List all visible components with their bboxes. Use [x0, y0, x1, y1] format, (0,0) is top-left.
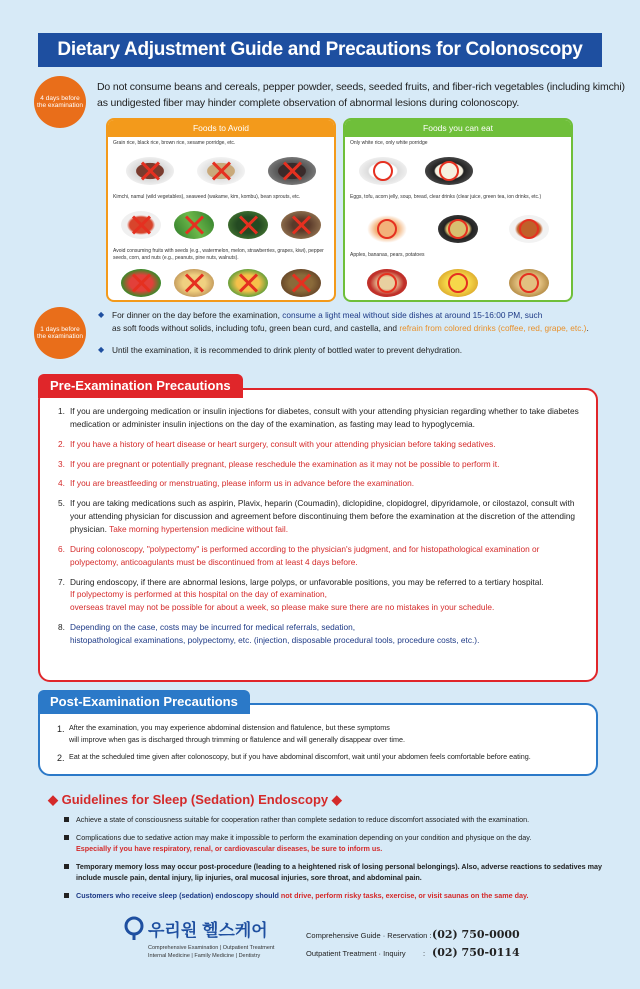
corn-image	[228, 269, 268, 297]
apples-image	[367, 269, 407, 297]
x-icon	[210, 160, 232, 182]
list-item: 1. If you are undergoing medication or insulin injections for diabetes, consult with your attending physician regarding whether to take diabetes medication or administer insulin injections on the day of the examination, as fasting may lead to hypoglycemia.	[58, 406, 579, 429]
avoid-grains-row	[108, 151, 334, 191]
list-item: 1. After the examination, you may experience abdominal distension and flatulence, but these symptoms will improve when gas is discharged through trimming or flatulence and will generally disappear over time.	[57, 723, 405, 744]
o-icon	[448, 273, 468, 293]
list-item: Achieve a state of consciousness suitable for cooperation rather than complete sedation to reduce discomfort associated with the examination.	[64, 814, 604, 826]
eat-rice-row	[345, 151, 571, 191]
list-item: Temporary memory loss may occur post-procedure (leading to a heightened risk of losing personal belongings). Also, adverse reactions to sedatives may include muscle pain, dental injury, lip injuries, oral mucosal injuries, sore throat, and abdominal pain.	[64, 861, 604, 884]
eat-caption-rice: Only white rice, only white porridge	[350, 140, 428, 146]
namul-image	[174, 211, 214, 239]
list-item: Customers who receive sleep (sedation) endoscopy should not drive, perform risky tasks, exercise, or visit saunas on the same day.	[64, 890, 604, 902]
list-item: 2. Eat at the scheduled time given after colonoscopy, but if you have abdominal discomfort, wait until your abdomen feels comfortable before eating.	[57, 751, 531, 763]
list-item: 8. Depending on the case, costs may be incurred for medical referrals, sedation, histopathological examinations, polypectomy, etc. (injection, disposable procedural tools, procedure costs, etc.).	[58, 622, 480, 646]
x-icon	[281, 160, 303, 182]
list-item: 5. If you are taking medications such as aspirin, Plavix, heparin (Coumadin), diclopidine, clopidogrel, dipyridamole, or cilostazol, consult with your attending physician for discussion and agreement before discontinuing them before the examination at the discretion of the attending physician. Take morning hypertension medicine without fail.	[58, 498, 576, 535]
sleep-endoscopy-title: ◆ Guidelines for Sleep (Sedation) Endoscopy ◆	[48, 792, 342, 807]
tofu-image	[438, 215, 478, 243]
kimchi-image	[121, 211, 161, 239]
melon-image	[174, 269, 214, 297]
pre-examination-title: Pre-Examination Precautions	[38, 374, 243, 398]
hospital-logo	[124, 916, 324, 964]
x-icon	[237, 272, 259, 294]
x-icon	[290, 214, 312, 236]
brown-rice-image	[197, 157, 245, 185]
post-examination-list	[57, 722, 592, 771]
o-icon	[448, 219, 468, 239]
grain-rice-image	[126, 157, 174, 185]
eat-caption-soft: Eggs, tofu, acorn jelly, soup, bread, clear drinks (clear juice, green tea, ion drinks, etc.)	[350, 194, 542, 200]
post-examination-title: Post-Examination Precautions	[38, 690, 250, 714]
four-days-text: Do not consume beans and cereals, pepper powder, seeds, seeded fruits, and fiber-rich vegetables (including kimchi) as undigested fiber may hinder complete observation of abnormal lesions during colonoscopy.	[97, 81, 625, 109]
white-porridge-image	[425, 157, 473, 185]
o-icon	[519, 219, 539, 239]
avoid-caption-grains: Grain rice, black rice, brown rice, sesame porridge, etc.	[113, 140, 236, 146]
foods-you-can-eat-panel	[343, 118, 573, 302]
tea-image	[509, 215, 549, 243]
reservation-contact: Comprehensive Guide · Reservation : (02) 750-0000	[306, 928, 520, 941]
avoid-caption-fruits: Avoid consuming fruits with seeds (e.g., watermelon, melon, strawberries, grapes, kiwi), pepper seeds, corn, and nuts (e.g., peanuts, pine nuts, walnuts).	[113, 248, 324, 261]
x-icon	[130, 214, 152, 236]
list-item: 4. If you are breastfeeding or menstruating, please inform us in advance before the examination.	[58, 478, 415, 489]
nuts-image	[281, 269, 321, 297]
dinner-text-d: refrain from colored drinks (coffee, red, grape, etc.)	[399, 322, 587, 333]
logo-icon	[124, 916, 144, 940]
x-icon	[183, 272, 205, 294]
dinner-text-a: For dinner on the day before the examination,	[112, 310, 283, 320]
avoid-caption-vegetables: Kimchi, namul (wild vegetables), seaweed (wakame, kim, kombu), bean sprouts, etc.	[113, 194, 301, 200]
o-icon	[373, 161, 393, 181]
o-icon	[377, 219, 397, 239]
list-item: Complications due to sedative action may make it impossible to perform the examination depending on your condition and physique on the day. Especially if you have respiratory, renal, or cardiovascular diseases, be sure to inform us.	[64, 832, 604, 855]
x-icon	[183, 214, 205, 236]
x-icon	[130, 272, 152, 294]
x-icon	[237, 214, 259, 236]
o-icon	[439, 161, 459, 181]
list-item: 7. During endoscopy, if there are abnormal lesions, large polyps, or unfavorable positions, you may be referred to a tertiary hospital. If polypectomy is performed at this hospital on the day of examination, overseas travel may not be possible for about a week, so please make sure there are no mistakes in your schedule.	[58, 576, 544, 613]
eat-soft-row	[345, 209, 571, 249]
pre-examination-list	[58, 405, 588, 654]
watermelon-image	[121, 269, 161, 297]
foods-to-avoid-panel	[106, 118, 336, 302]
avoid-vegetables-row	[108, 205, 334, 245]
sleep-endoscopy-list	[64, 814, 604, 907]
avoid-fruits-row	[108, 263, 334, 302]
seaweed-image	[228, 211, 268, 239]
foods-you-can-eat-header: Foods you can eat	[345, 120, 571, 137]
dinner-bullet	[98, 309, 628, 335]
potatoes-image	[509, 269, 549, 297]
page-title: Dietary Adjustment Guide and Precautions for Colonoscopy	[38, 33, 602, 67]
dinner-text-c: as soft foods without solids, including tofu, green bean curd, and castella, and	[112, 322, 400, 333]
black-rice-image	[268, 157, 316, 185]
foods-to-avoid-header: Foods to Avoid	[108, 120, 334, 137]
x-icon	[290, 272, 312, 294]
list-item: 6. During colonoscopy, "polypectomy" is performed according to the physician's judgment, and for histopathological examination or polypectomy, anticoagulants must be discontinued from at least 4 days before.	[58, 543, 540, 567]
one-day-badge: 1 days before the examination	[34, 307, 86, 359]
o-icon	[519, 273, 539, 293]
dinner-text-e: .	[586, 322, 589, 333]
dinner-text-b: consume a light meal without side dishes at around 15-16:00 PM, such	[282, 310, 543, 320]
contact-info	[306, 928, 520, 964]
water-bullet: ◆ Until the examination, it is recommended to drink plenty of bottled water to prevent dehydration.	[98, 344, 628, 357]
list-item: 3. If you are pregnant or potentially pregnant, please reschedule the examination as it may not be possible to perform it.	[58, 458, 500, 469]
bananas-image	[438, 269, 478, 297]
one-day-bullets	[98, 309, 628, 366]
eat-fruits-row	[345, 263, 571, 302]
four-days-badge: 4 days before the examination	[34, 76, 86, 128]
x-icon	[139, 160, 161, 182]
white-rice-image	[359, 157, 407, 185]
logo-subtitle: Comprehensive Examination | Outpatient Treatment Internal Medicine | Family Medicine | Dentistry	[148, 945, 275, 960]
eggs-image	[367, 215, 407, 243]
eat-caption-fruits: Apples, bananas, pears, potatoes	[350, 252, 425, 258]
inquiry-contact: Outpatient Treatment · Inquiry : (02) 750-0114	[306, 946, 520, 959]
logo-name: 우리원 헬스케어	[148, 921, 268, 940]
bean-sprouts-image	[281, 211, 321, 239]
list-item: 2. If you have a history of heart disease or heart surgery, consult with your attending physician before taking sedatives.	[58, 438, 496, 449]
o-icon	[377, 273, 397, 293]
